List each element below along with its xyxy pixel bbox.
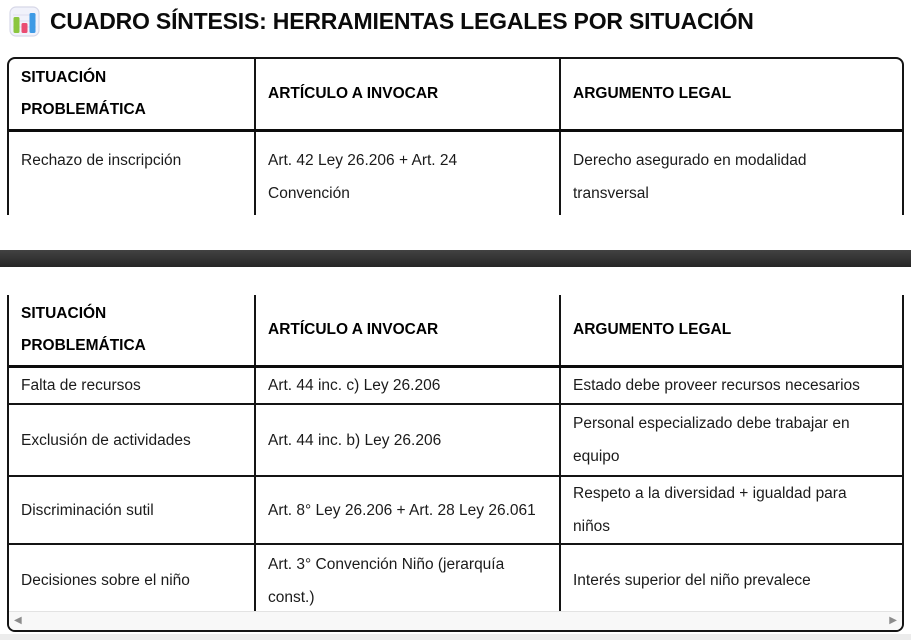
table-row	[9, 404, 902, 476]
header-label: ARTÍCULO A INVOCAR	[268, 320, 439, 338]
situation-cell: Discriminación sutil	[9, 476, 255, 544]
table-row	[9, 130, 902, 215]
table-viewport	[9, 295, 902, 611]
table-row	[9, 544, 902, 611]
header-label: ARGUMENTO LEGAL	[573, 84, 732, 102]
header-label: ARGUMENTO LEGAL	[573, 320, 732, 338]
scroll-left-button[interactable]: ◀	[14, 615, 22, 626]
header-situacion-problematica	[9, 59, 255, 130]
article-cell: Art. 42 Ley 26.206 + Art. 24 Convención	[255, 130, 560, 215]
article-cell: Art. 3° Convención Niño (jerarquía const.)	[255, 544, 560, 611]
article-cell: Art. 8° Ley 26.206 + Art. 28 Ley 26.061	[255, 476, 560, 544]
article-cell: Art. 44 inc. c) Ley 26.206	[255, 366, 560, 404]
header-articulo-a-invocar	[255, 59, 560, 130]
header-label: SITUACIÓN PROBLEMÁTICA	[21, 68, 146, 118]
argument-cell: Respeto a la diversidad + igualdad para niños	[560, 476, 902, 544]
table-card-top	[7, 57, 904, 215]
table-card-bottom	[7, 295, 904, 632]
argument-cell: Personal especializado debe trabajar en equipo	[560, 404, 902, 476]
legal-table-top	[9, 59, 902, 215]
situation-cell: Falta de recursos	[9, 366, 255, 404]
argument-cell: Estado debe proveer recursos necesarios	[560, 366, 902, 404]
header-articulo-a-invocar	[255, 295, 560, 366]
legal-table-bottom	[9, 295, 902, 611]
table-header-row	[9, 59, 902, 130]
table-row	[9, 366, 902, 404]
situation-cell: Exclusión de actividades	[9, 404, 255, 476]
table-row	[9, 476, 902, 544]
header-label: ARTÍCULO A INVOCAR	[268, 84, 439, 102]
page-title-row	[9, 6, 754, 37]
page-bottom-strip	[0, 634, 911, 640]
bar-chart-icon	[9, 6, 40, 37]
header-situacion-problematica	[9, 295, 255, 366]
situation-cell: Decisiones sobre el niño	[9, 544, 255, 611]
article-cell: Art. 44 inc. b) Ley 26.206	[255, 404, 560, 476]
section-separator-bar	[0, 250, 911, 267]
table-header-row	[9, 295, 902, 366]
argument-cell: Derecho asegurado en modalidad transversal	[573, 151, 807, 202]
horizontal-scrollbar[interactable]	[9, 611, 902, 630]
situation-cell: Rechazo de inscripción	[9, 130, 255, 215]
scroll-right-button[interactable]: ▶	[889, 615, 897, 626]
argument-cell: Interés superior del niño prevalece	[573, 572, 811, 589]
header-argumento-legal	[560, 59, 902, 130]
header-argumento-legal	[560, 295, 902, 366]
page-title: CUADRO SÍNTESIS: HERRAMIENTAS LEGALES POR SITUACIÓN	[50, 8, 754, 34]
header-label: SITUACIÓN PROBLEMÁTICA	[21, 304, 146, 354]
